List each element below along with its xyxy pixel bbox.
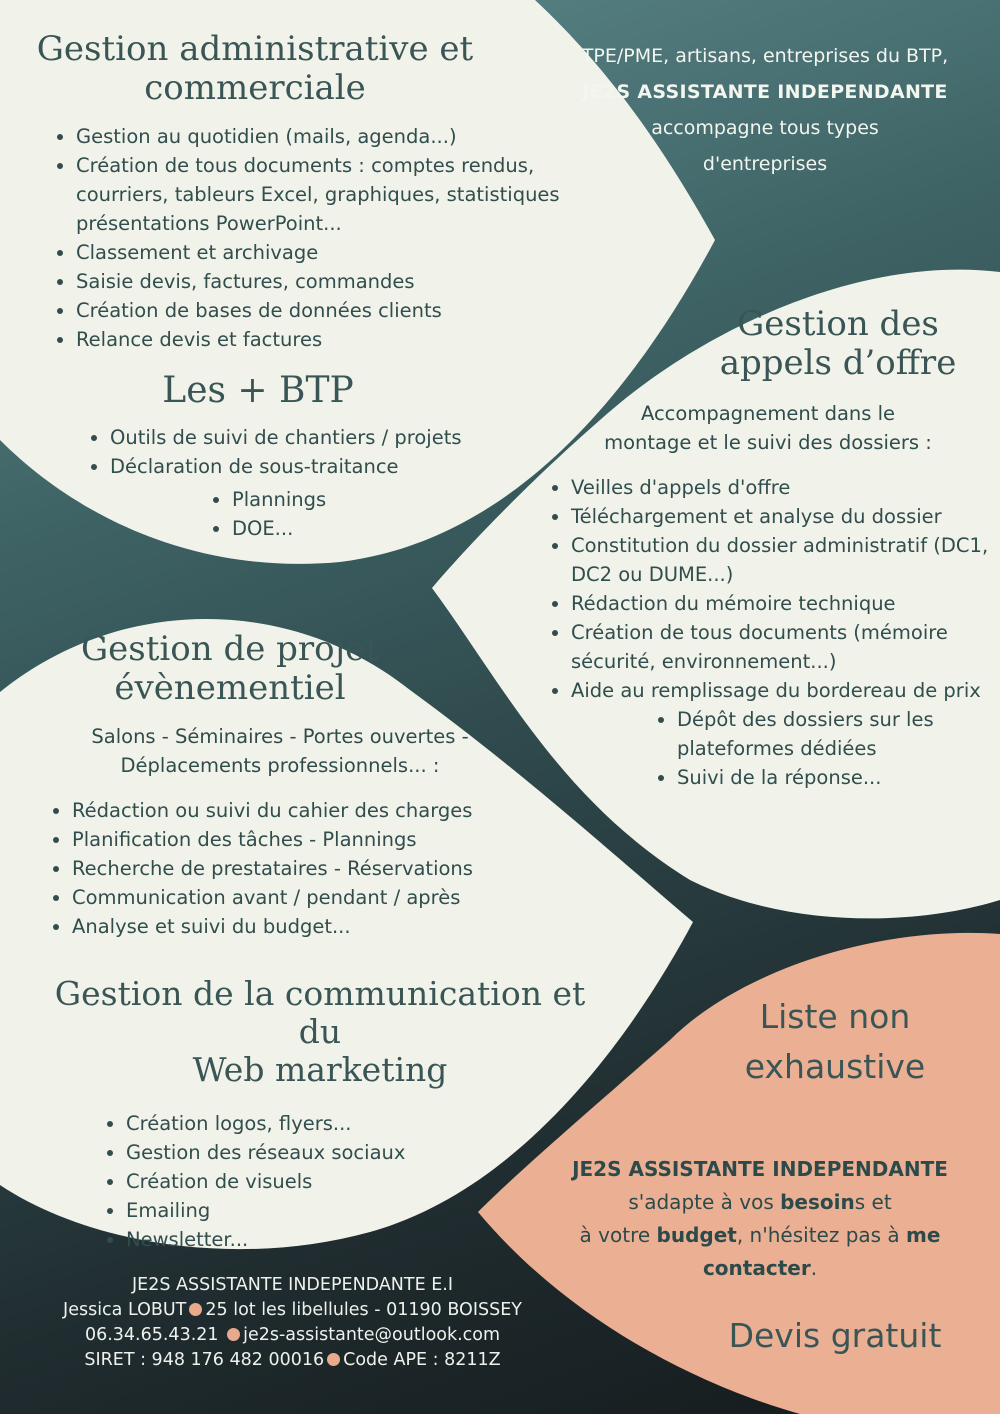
comm-list: [30, 1109, 610, 1254]
footer-line-2: [20, 1298, 565, 1323]
free-quote: Devis gratuit: [728, 1316, 942, 1355]
admin-title-line-2: commerciale: [144, 68, 366, 109]
footer-address: 25 lot les libellules - 01190 BOISSEY: [205, 1300, 522, 1320]
peach-message: [530, 1153, 990, 1285]
comm-item-4: • Emailing: [126, 1196, 610, 1225]
footer-company: JE2S ASSISTANTE INDEPENDANTE E.I: [132, 1275, 453, 1295]
btp-subitem-2: • DOE...: [232, 514, 520, 543]
comm-item-5: • Newsletter...: [126, 1225, 610, 1254]
event-title-line-1: Gestion de projet: [81, 629, 379, 669]
offers-sublist: [548, 705, 977, 792]
event-title: [30, 630, 430, 708]
peach-line-3: à votre budget, n'hésitez pas à me: [579, 1223, 941, 1247]
event-title-line-2: évènementiel: [114, 668, 346, 709]
offers-subitem-2: • Suivi de la réponse...: [677, 763, 977, 792]
admin-item-6: • Relance devis et factures: [76, 325, 616, 354]
offers-intro-line-1: Accompagnement dans le: [640, 402, 896, 426]
btp-item-1: • Outils de suivi de chantiers / projets: [110, 423, 520, 452]
offers-item-1: • Veilles d'appels d'offre: [571, 473, 991, 502]
offers-list: [548, 473, 991, 705]
footer-email[interactable]: je2s-assistante@outlook.com: [243, 1325, 501, 1345]
offers-item-3: • Constitution du dossier administratif (DC1, DC2 ou DUME...): [571, 531, 991, 589]
event-intro: [30, 722, 530, 780]
footer-contact: [20, 1273, 565, 1373]
separator-dot-icon: [189, 1303, 202, 1316]
btp-item-2: • Déclaration de sous-traitance: [110, 452, 520, 481]
offers-item-2: • Téléchargement et analyse du dossier: [571, 502, 991, 531]
btp-list: [80, 423, 520, 481]
admin-item-1: • Gestion au quotidien (mails, agenda...): [76, 122, 616, 151]
comm-title-line-1: Gestion de la communication et du: [54, 974, 586, 1051]
admin-item-4: • Saisie devis, factures, commandes: [76, 267, 616, 296]
event-item-3: • Recherche de prestataires - Réservations: [72, 854, 590, 883]
comm-item-1: • Création logos, flyers...: [126, 1109, 610, 1138]
admin-item-5: • Création de bases de données clients: [76, 296, 616, 325]
offers-section: [548, 305, 988, 792]
peach-line-2: s'adapte à vos besoins et: [628, 1190, 892, 1214]
separator-dot-icon: [227, 1328, 240, 1341]
footer-phone[interactable]: 06.34.65.43.21: [84, 1325, 219, 1345]
comm-item-2: • Gestion des réseaux sociaux: [126, 1138, 610, 1167]
offers-intro-line-2: montage et le suivi des dossiers :: [604, 431, 932, 455]
separator-dot-icon: [327, 1353, 340, 1366]
comm-title-line-2: Web marketing: [192, 1049, 448, 1089]
intro-company: JE2S ASSISTANTE INDEPENDANTE: [582, 81, 948, 103]
footer-siret: SIRET : 948 176 482 00016: [84, 1350, 325, 1370]
admin-list: [30, 122, 616, 354]
event-item-2: • Planification des tâches - Plannings: [72, 825, 590, 854]
intro-line-1: TPE/PME, artisans, entreprises du BTP,: [581, 45, 949, 67]
comm-section: [30, 975, 610, 1254]
peach-heading-line-1: Liste non: [759, 997, 911, 1036]
btp-sublist: [80, 485, 520, 543]
offers-item-4: • Rédaction du mémoire technique: [571, 589, 991, 618]
peach-heading-line-2: exhaustive: [744, 1047, 926, 1086]
intro-line-4: d'entreprises: [702, 153, 828, 175]
btp-subitem-1: • Plannings: [232, 485, 520, 514]
admin-item-2: • Création de tous documents : comptes rendus, courriers, tableurs Excel, graphiques, statistiques présentations PowerPoint...: [76, 151, 616, 238]
footer-line-3: [20, 1323, 565, 1348]
offers-title-line-2: appels d’offre: [719, 343, 957, 384]
admin-title-line-1: Gestion administrative et: [36, 29, 474, 69]
footer-name: Jessica LOBUT: [63, 1300, 187, 1320]
peach-heading: [680, 992, 990, 1092]
offers-item-5: • Création de tous documents (mémoire sécurité, environnement...): [571, 618, 991, 676]
event-item-5: • Analyse et suivi du budget...: [72, 912, 590, 941]
intro-line-3: accompagne tous types: [651, 117, 879, 139]
event-list: [30, 796, 590, 941]
comm-title: [30, 975, 610, 1089]
offers-title: [698, 305, 978, 383]
offers-title-line-1: Gestion des: [737, 304, 939, 344]
event-intro-line-1: Salons - Séminaires - Portes ouvertes -: [91, 725, 469, 749]
event-item-1: • Rédaction ou suivi du cahier des charges: [72, 796, 590, 825]
footer-ape: Code APE : 8211Z: [343, 1350, 501, 1370]
event-intro-line-2: Déplacements professionnels... :: [120, 754, 440, 778]
comm-item-3: • Création de visuels: [126, 1167, 610, 1196]
btp-title: Les + BTP: [162, 370, 354, 411]
peach-company: JE2S ASSISTANTE INDEPENDANTE: [572, 1157, 948, 1181]
event-section: [30, 630, 590, 941]
offers-intro: [558, 399, 978, 457]
event-item-4: • Communication avant / pendant / après: [72, 883, 590, 912]
admin-item-3: • Classement et archivage: [76, 238, 616, 267]
offers-item-6: • Aide au remplissage du bordereau de prix: [571, 676, 991, 705]
offers-subitem-1: • Dépôt des dossiers sur les plateformes dédiées: [677, 705, 977, 763]
admin-title: [30, 30, 480, 108]
peach-line-4: contacter.: [702, 1256, 818, 1280]
footer-line-4: [20, 1348, 565, 1373]
btp-section: [80, 370, 520, 543]
